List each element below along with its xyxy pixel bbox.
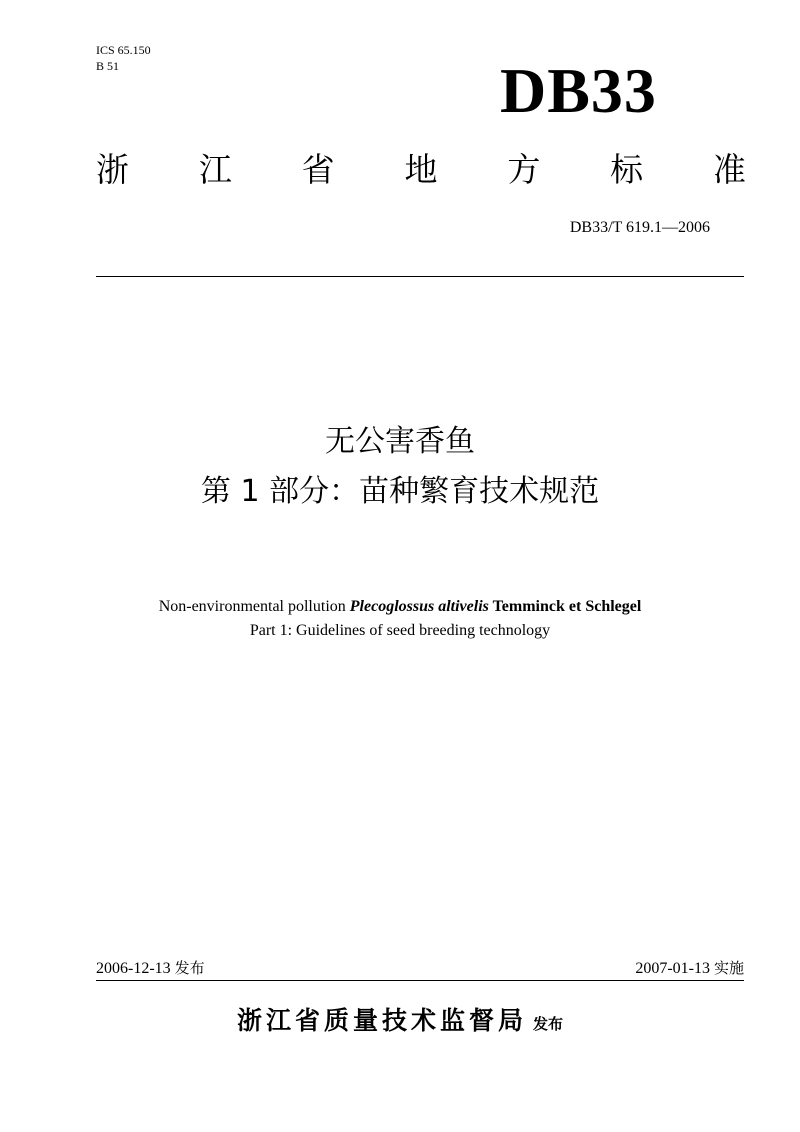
header-divider bbox=[96, 276, 744, 277]
english-title-line1 bbox=[0, 596, 800, 618]
heading-char: 江 bbox=[198, 150, 232, 189]
species-author: Temminck et Schlegel bbox=[488, 598, 642, 615]
heading-char: 地 bbox=[404, 150, 438, 189]
standard-number: DB33/T 619.1—2006 bbox=[569, 219, 710, 236]
publisher-line bbox=[0, 1004, 800, 1042]
footer-divider bbox=[96, 980, 744, 981]
classification-codes bbox=[96, 42, 151, 74]
species-name: Plecoglossus altivelis bbox=[349, 598, 489, 615]
heading-char: 标 bbox=[610, 150, 644, 189]
english-title-prefix: Non-environmental pollution bbox=[158, 598, 350, 615]
standard-type-heading bbox=[96, 148, 746, 192]
issue-date-value: 2006-12-13 bbox=[96, 960, 171, 977]
publisher-name: 浙江省质量技术监督局 bbox=[236, 1006, 527, 1035]
heading-char: 浙 bbox=[96, 150, 129, 189]
chinese-title-line2: 第 1 部分：苗种繁育技术规范 bbox=[200, 474, 600, 509]
english-title-line2: Part 1: Guidelines of seed breeding technology bbox=[249, 622, 551, 639]
heading-char: 方 bbox=[507, 150, 541, 189]
issue-label: 发布 bbox=[174, 959, 205, 977]
heading-char: 准 bbox=[712, 150, 746, 189]
issue-date bbox=[96, 958, 205, 979]
standard-logo: DB33 bbox=[500, 55, 657, 126]
chinese-title-line1: 无公害香鱼 bbox=[325, 424, 475, 459]
ccs-code: B 51 bbox=[96, 59, 120, 73]
ics-code: ICS 65.150 bbox=[96, 43, 151, 57]
implementation-date-value: 2007-01-13 bbox=[635, 960, 710, 977]
implementation-label: 实施 bbox=[713, 959, 744, 977]
heading-char: 省 bbox=[301, 150, 335, 189]
implementation-date bbox=[500, 958, 744, 979]
publisher-suffix: 发布 bbox=[533, 1015, 564, 1033]
